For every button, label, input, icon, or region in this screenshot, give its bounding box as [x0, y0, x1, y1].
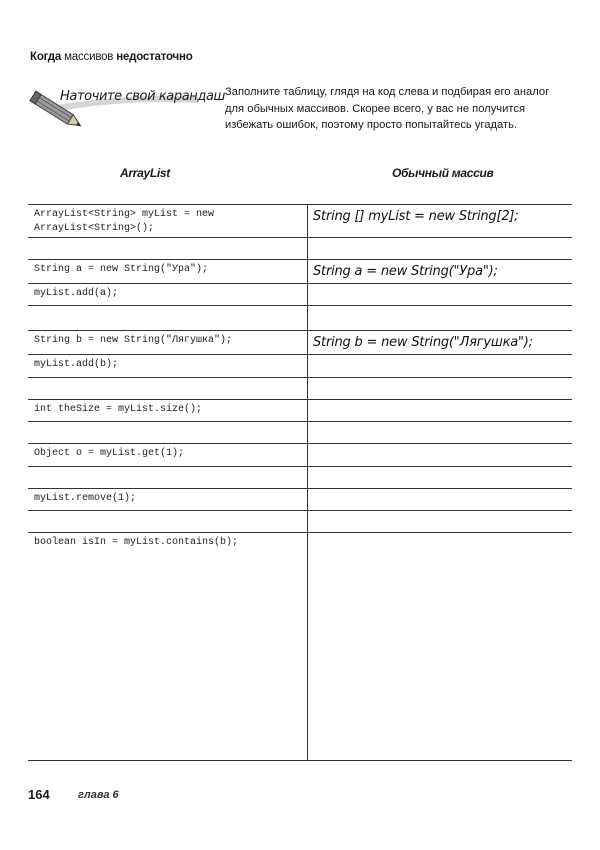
exercise-label: Наточите свой карандаш	[60, 89, 226, 104]
answer-cell[interactable]	[307, 533, 572, 761]
answer-cell[interactable]	[307, 511, 572, 533]
table-row	[28, 354, 572, 378]
code-cell: boolean isIn = myList.contains(b);	[34, 537, 239, 548]
code-cell: Object o = myList.get(1);	[34, 448, 185, 459]
table-row	[28, 488, 572, 511]
answer-cell[interactable]	[307, 238, 572, 260]
answer-cell[interactable]	[307, 467, 572, 489]
code-cell	[28, 467, 313, 489]
code-cell: myList.add(b);	[34, 359, 119, 370]
code-cell	[28, 238, 313, 260]
code-cell: ArrayList<String> myList = new ArrayList<String>();	[34, 209, 215, 234]
column-divider	[307, 204, 308, 761]
answer-cell[interactable]: String [] myList = new String[2];	[313, 209, 519, 224]
table-row	[28, 399, 572, 422]
answer-cell[interactable]	[307, 489, 572, 511]
table-row	[28, 532, 572, 761]
answer-cell[interactable]	[307, 306, 572, 331]
table-row	[28, 443, 572, 467]
title-part-1: Когда	[30, 51, 62, 63]
answer-cell[interactable]	[307, 444, 572, 467]
table-row	[28, 283, 572, 306]
table-row	[28, 237, 572, 260]
column-header-arraylist: ArrayList	[120, 166, 170, 180]
table-row	[28, 510, 572, 533]
table-bottom-border	[28, 760, 572, 761]
code-cell: String a = new String("Ура");	[34, 264, 209, 275]
table-row	[28, 259, 572, 284]
title-part-2: массивов	[61, 51, 117, 63]
table-row	[28, 466, 572, 489]
table-row	[28, 377, 572, 400]
answer-cell[interactable]	[307, 355, 572, 378]
answer-cell[interactable]	[307, 284, 572, 306]
section-title	[30, 51, 193, 63]
comparison-table	[28, 204, 572, 761]
instructions-text: Заполните таблицу, глядя на код слева и подбирая его аналог для обычных массивов. Скорее всего, у вас не получится избежать ошибок, поэтому просто попытайтесь угадать.	[225, 86, 550, 131]
answer-cell[interactable]	[307, 378, 572, 400]
answer-cell[interactable]: String a = new String("Ура");	[313, 264, 498, 279]
code-cell: myList.add(a);	[34, 288, 119, 299]
table-row	[28, 330, 572, 355]
code-cell	[28, 422, 313, 444]
code-cell	[28, 511, 313, 533]
code-cell	[28, 306, 313, 331]
title-part-3: недостаточно	[116, 51, 193, 63]
table-row	[28, 421, 572, 444]
answer-cell[interactable]	[307, 422, 572, 444]
page-number: 164	[28, 787, 50, 802]
answer-cell[interactable]: String b = new String("Лягушка");	[313, 335, 533, 350]
chapter-label: глава 6	[78, 789, 119, 801]
answer-cell[interactable]	[307, 400, 572, 422]
code-cell: int theSize = myList.size();	[34, 404, 203, 415]
code-cell: myList.remove(1);	[34, 493, 137, 504]
code-cell	[28, 378, 313, 400]
code-cell: String b = new String("Лягушка");	[34, 335, 233, 346]
table-row	[28, 204, 572, 238]
column-header-array: Обычный массив	[392, 166, 494, 180]
table-row	[28, 305, 572, 331]
